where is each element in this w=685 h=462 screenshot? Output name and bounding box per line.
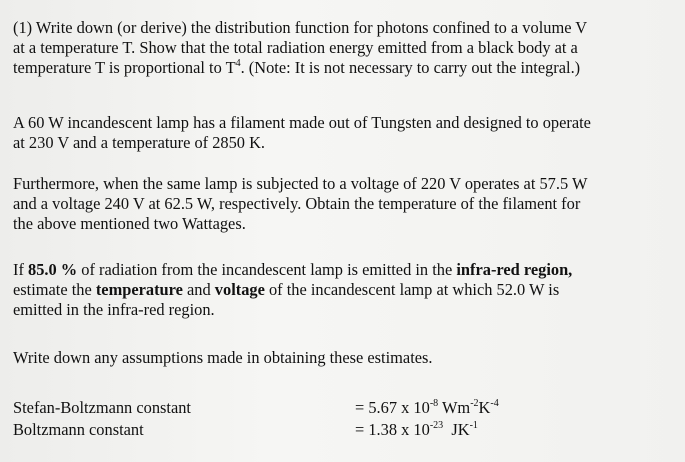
text-line: (1) Write down (or derive) the distribution function for photons confined to a volume V bbox=[13, 18, 588, 37]
boltzmann-value bbox=[355, 420, 478, 440]
bold-text: 85.0 % bbox=[28, 260, 78, 279]
text-span: of radiation from the incandescent lamp is emitted in the bbox=[77, 260, 457, 279]
text-line: emitted in the infra-red region. bbox=[13, 300, 215, 319]
text-line: the above mentioned two Wattages. bbox=[13, 214, 246, 233]
boltzmann-label: Boltzmann constant bbox=[13, 420, 144, 439]
text-span: JK bbox=[443, 420, 470, 439]
superscript: -4 bbox=[490, 397, 499, 409]
text-span: of the incandescent lamp at which 52.0 W is bbox=[264, 280, 560, 299]
text-span: = 1.38 x 10 bbox=[355, 420, 430, 439]
superscript: -1 bbox=[469, 419, 478, 431]
stefan-boltzmann-label: Stefan-Boltzmann constant bbox=[13, 398, 191, 417]
text-span: and bbox=[182, 280, 215, 299]
question-part-5 bbox=[13, 348, 433, 368]
text-line: at a temperature T. Show that the total radiation energy emitted from a black body at a bbox=[13, 38, 578, 57]
text-span: temperature T is proportional to T bbox=[13, 58, 236, 77]
stefan-boltzmann-value bbox=[355, 398, 499, 418]
text-span: estimate the bbox=[13, 280, 96, 299]
superscript: -2 bbox=[470, 397, 479, 409]
superscript: -23 bbox=[429, 419, 444, 431]
text-line: A 60 W incandescent lamp has a filament made out of Tungsten and designed to operate bbox=[13, 113, 591, 132]
text-line: at 230 V and a temperature of 2850 K. bbox=[13, 133, 266, 152]
superscript: 4 bbox=[235, 57, 241, 69]
bold-text: infra-red region, bbox=[456, 260, 573, 279]
text-line: Write down any assumptions made in obtaining these estimates. bbox=[13, 348, 433, 367]
text-span: If bbox=[13, 260, 29, 279]
question-part-2 bbox=[13, 113, 591, 153]
text-line: and a voltage 240 V at 62.5 W, respectively. Obtain the temperature of the filament for bbox=[13, 194, 581, 213]
text-line bbox=[13, 280, 572, 300]
text-line bbox=[13, 58, 587, 78]
text-line bbox=[13, 260, 572, 280]
question-part-3 bbox=[13, 174, 587, 234]
question-part-4 bbox=[13, 260, 572, 320]
text-span: K bbox=[478, 398, 491, 417]
text-span: Wm bbox=[438, 398, 471, 417]
bold-text: voltage bbox=[214, 280, 265, 299]
bold-text: temperature bbox=[95, 280, 183, 299]
text-span: = 5.67 x 10 bbox=[355, 398, 430, 417]
text-span: . (Note: It is not necessary to carry out the integral.) bbox=[240, 58, 581, 77]
superscript: -8 bbox=[429, 397, 439, 409]
question-part-1 bbox=[13, 18, 587, 78]
text-line: Furthermore, when the same lamp is subjected to a voltage of 220 V operates at 57.5 W bbox=[13, 174, 588, 193]
